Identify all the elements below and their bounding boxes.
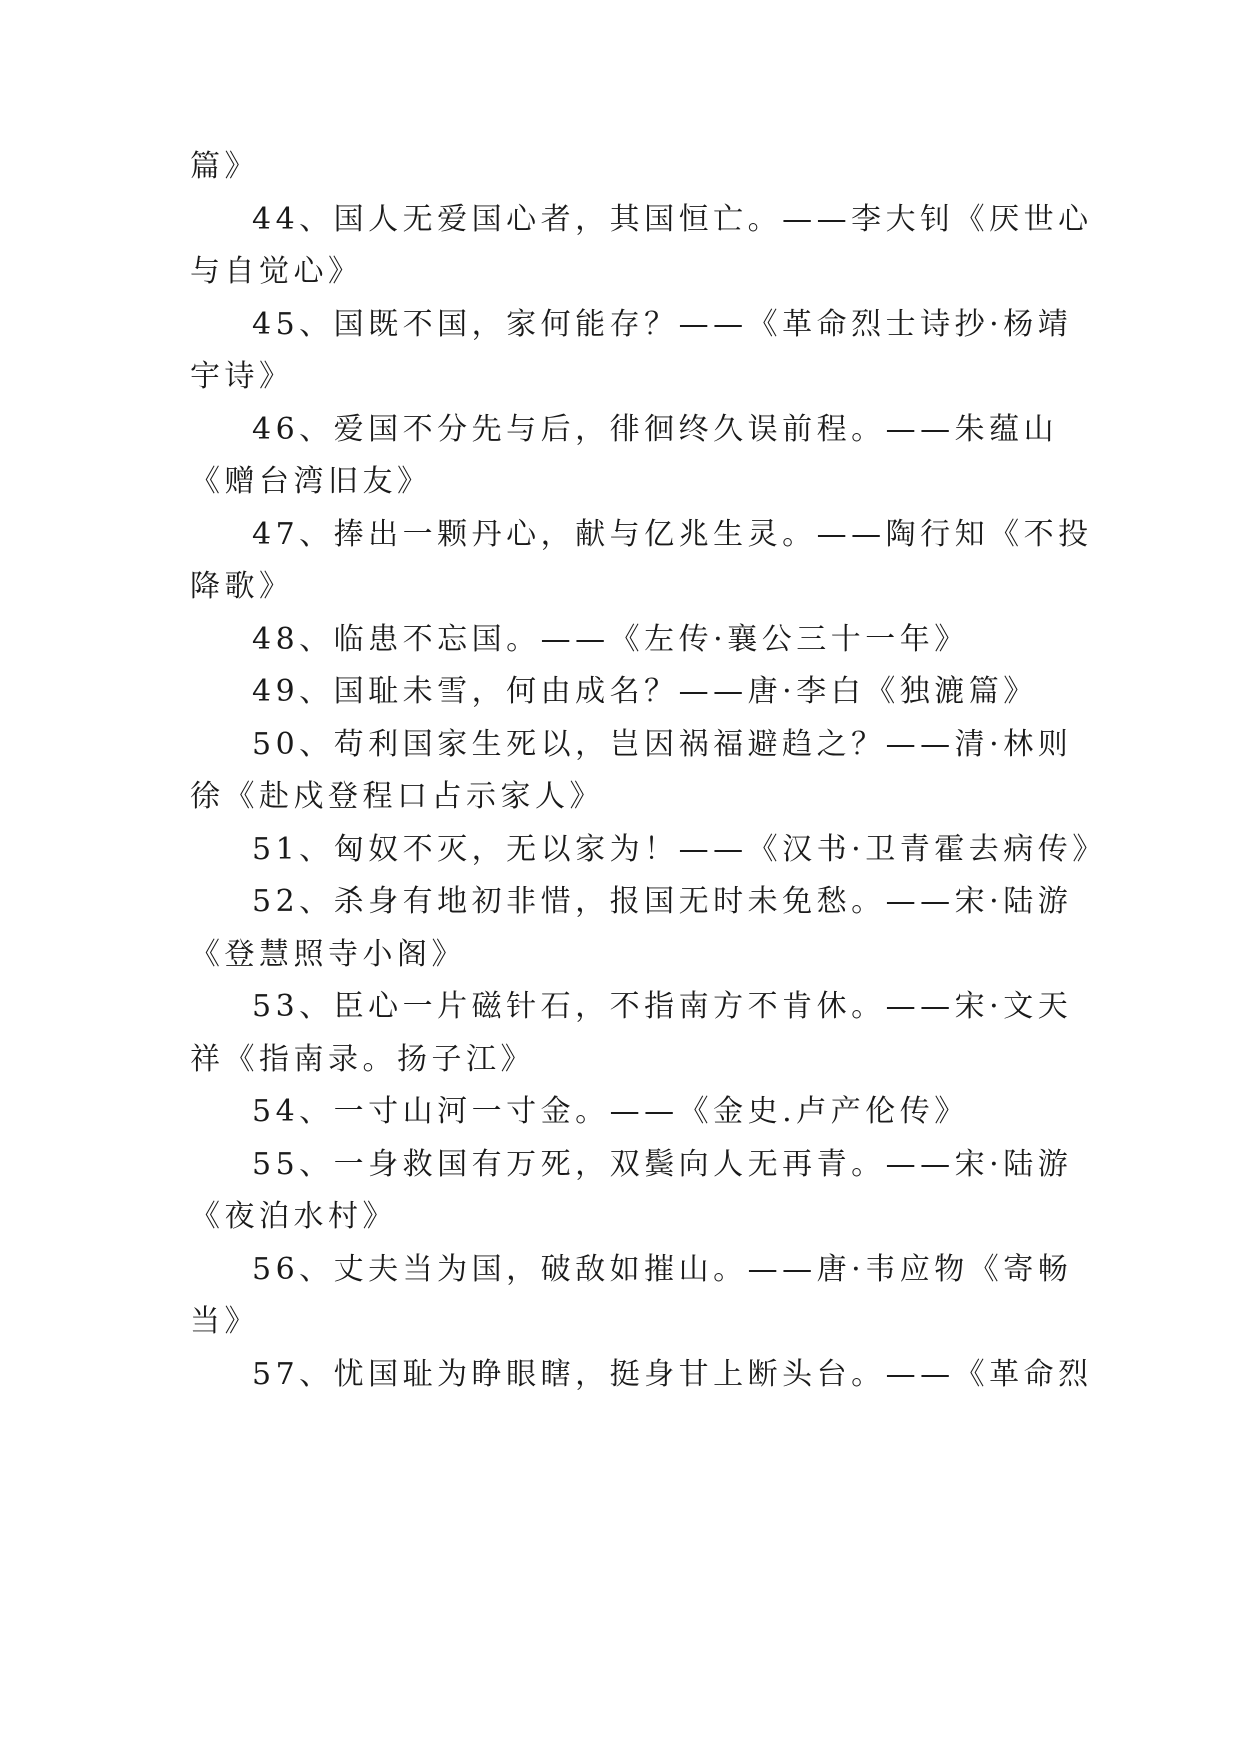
text-line: 55、一身救国有万死，双鬓向人无再青。——宋·陆游 (252, 1147, 1073, 1182)
text-line: 50、苟利国家生死以，岂因祸福避趋之？——清·林则 (252, 727, 1073, 762)
text-line: 53、臣心一片磁针石，不指南方不肯休。——宋·文天 (252, 989, 1073, 1024)
text-line: 52、杀身有地初非惜，报国无时未免愁。——宋·陆游 (252, 884, 1073, 919)
text-line: 48、临患不忘国。——《左传·襄公三十一年》 (252, 622, 969, 657)
text-line: 祥《指南录。扬子江》 (190, 1042, 535, 1077)
text-line: 46、爱国不分先与后，徘徊终久误前程。——朱蕴山 (252, 412, 1059, 447)
text-line: 降歌》 (190, 569, 294, 604)
text-line: 44、国人无爱国心者，其国恒亡。——李大钊《厌世心 (252, 202, 1093, 237)
text-line: 47、捧出一颗丹心，献与亿兆生灵。——陶行知《不投 (252, 517, 1093, 552)
text-line: 篇》 (190, 149, 259, 184)
text-line: 《登慧照寺小阁》 (190, 937, 466, 972)
text-line: 56、丈夫当为国，破敌如摧山。——唐·韦应物《寄畅 (252, 1252, 1073, 1287)
text-line: 与自觉心》 (190, 254, 363, 289)
text-line: 45、国既不国，家何能存？——《革命烈士诗抄·杨靖 (252, 307, 1073, 342)
text-line: 当》 (190, 1304, 259, 1339)
text-line: 49、国耻未雪，何由成名？——唐·李白《独漉篇》 (252, 674, 1038, 709)
text-line: 徐《赴戍登程口占示家人》 (190, 779, 604, 814)
text-line: 《赠台湾旧友》 (190, 464, 432, 499)
text-line: 宇诗》 (190, 359, 294, 394)
text-line: 54、一寸山河一寸金。——《金史.卢产伦传》 (252, 1094, 969, 1129)
text-line: 51、匈奴不灭，无以家为！——《汉书·卫青霍去病传》 (252, 832, 1107, 867)
text-line: 《夜泊水村》 (190, 1199, 397, 1234)
text-line: 57、忧国耻为睁眼瞎，挺身甘上断头台。——《革命烈 (252, 1357, 1093, 1392)
